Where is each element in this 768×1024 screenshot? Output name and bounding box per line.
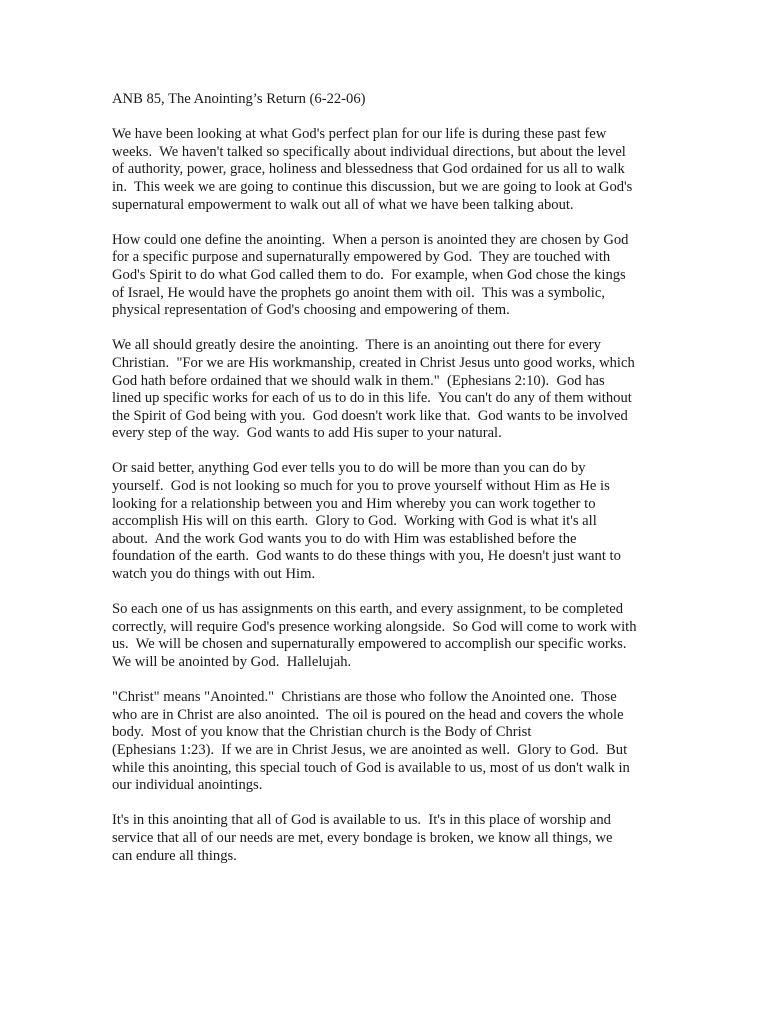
paragraph-line: of Israel, He would have the prophets go anoint them with oil. This was a symbolic,: [112, 284, 605, 301]
paragraph-line: Or said better, anything God ever tells you to do will be more than you can do by: [112, 460, 586, 477]
paragraph-line: accomplish His will on this earth. Glory to God. Working with God is what it's all: [112, 513, 597, 530]
paragraph-line: weeks. We haven't talked so specifically about individual directions, but about the level: [112, 143, 626, 160]
paragraph-7: [112, 812, 672, 865]
paragraph-line: We have been looking at what God's perfect plan for our life is during these past few: [112, 126, 607, 143]
paragraph-line: "Christ" means "Anointed." Christians are those who follow the Anointed one. Those: [112, 689, 617, 706]
paragraph-5: [112, 601, 672, 671]
paragraph-line: We will be anointed by God. Hallelujah.: [112, 654, 352, 670]
paragraph-line: us. We will be chosen and supernaturally empowered to accomplish our specific works.: [112, 636, 627, 653]
paragraph-1: [112, 126, 672, 214]
paragraph-line: every step of the way. God wants to add His super to your natural.: [112, 425, 502, 442]
paragraph-line: physical representation of God's choosing and empowering of them.: [112, 302, 510, 319]
paragraph-4: [112, 460, 672, 583]
paragraph-line: yourself. God is not looking so much for you to prove yourself without Him as He is: [112, 478, 610, 495]
paragraph-line: about. And the work God wants you to do with Him was established before the: [112, 530, 577, 547]
paragraph-line: in. This week we are going to continue this discussion, but we are going to look at God's: [112, 178, 633, 195]
document-title: ANB 85, The Anointing’s Return (6-22-06): [112, 91, 366, 107]
paragraph-2: [112, 232, 672, 320]
paragraph-line: can endure all things.: [112, 847, 237, 864]
paragraph-6: [112, 689, 672, 795]
paragraph-line: So each one of us has assignments on this earth, and every assignment, to be completed: [112, 601, 624, 618]
paragraph-line: God hath before ordained that we should walk in them." (Ephesians 2:10). God has: [112, 372, 605, 389]
paragraph-line: (Ephesians 1:23). If we are in Christ Jesus, we are anointed as well. Glory to God. But: [112, 741, 628, 758]
paragraph-line: for a specific purpose and supernaturally empowered by God. They are touched with: [112, 249, 611, 266]
paragraph-line: our individual anointings.: [112, 777, 263, 794]
paragraph-line: while this anointing, this special touch of God is available to us, most of us don't walk in: [112, 759, 630, 776]
paragraph-line: body. Most of you know that the Christian church is the Body of Christ: [112, 724, 532, 741]
paragraph-line: correctly, will require God's presence working alongside. So God will come to work with: [112, 618, 637, 635]
paragraph-line: of authority, power, grace, holiness and blessedness that God ordained for us all to walk: [112, 161, 625, 178]
paragraph-3: [112, 337, 672, 443]
paragraph-line: Christian. "For we are His workmanship, created in Christ Jesus unto good works, which: [112, 354, 635, 371]
paragraph-line: God's Spirit to do what God called them to do. For example, when God chose the kings: [112, 266, 626, 283]
document-body: [112, 91, 672, 883]
paragraph-line: who are in Christ are also anointed. The oil is poured on the head and covers the whole: [112, 706, 624, 723]
paragraph-line: the Spirit of God being with you. God doesn't work like that. God wants to be involved: [112, 407, 628, 424]
paragraph-line: How could one define the anointing. When a person is anointed they are chosen by God: [112, 231, 629, 248]
paragraph-line: watch you do things with out Him.: [112, 566, 316, 583]
paragraph-line: looking for a relationship between you and Him whereby you can work together to: [112, 495, 596, 512]
paragraph-line: It's in this anointing that all of God is available to us. It's in this place of worship and: [112, 812, 611, 829]
paragraph-line: service that all of our needs are met, every bondage is broken, we know all things, we: [112, 829, 613, 846]
paragraph-line: lined up specific works for each of us to do in this life. You can't do any of them without: [112, 390, 632, 407]
paragraph-line: foundation of the earth. God wants to do these things with you, He doesn't just want to: [112, 548, 621, 565]
paragraph-line: We all should greatly desire the anointing. There is an anointing out there for every: [112, 337, 601, 354]
paragraph-line: supernatural empowerment to walk out all of what we have been talking about.: [112, 196, 574, 213]
